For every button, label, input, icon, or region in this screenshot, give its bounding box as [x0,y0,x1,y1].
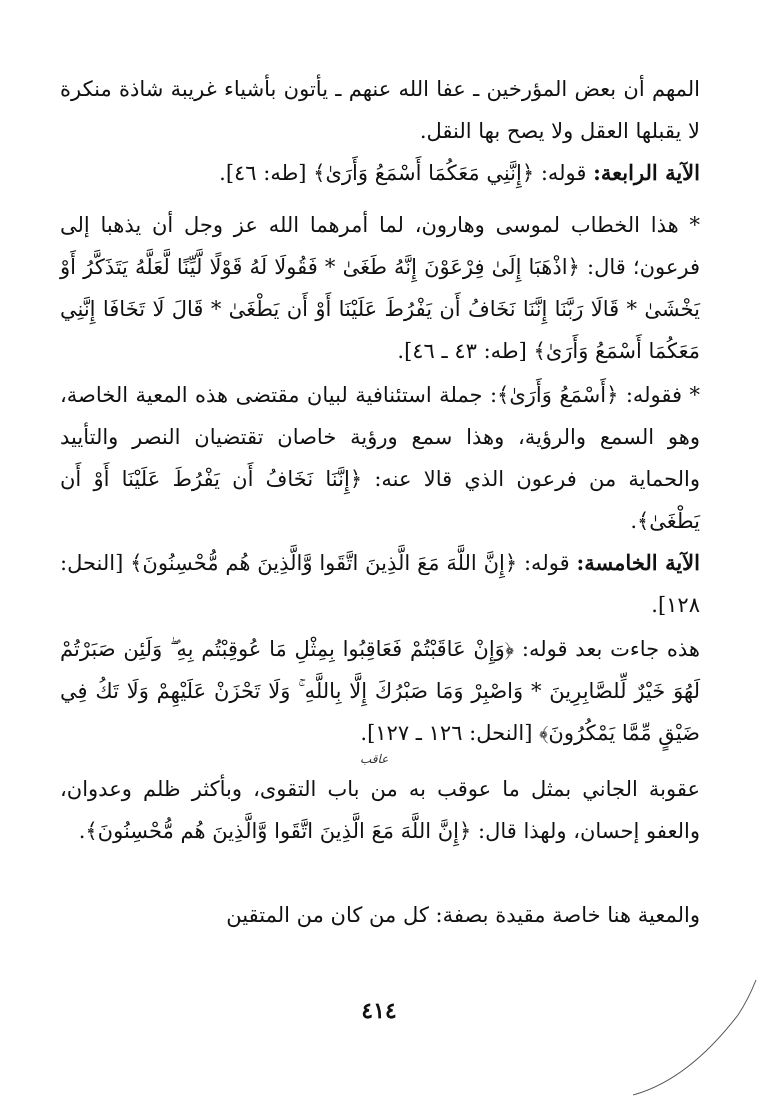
paragraph-text: * فقوله: ﴿أَسْمَعُ وَأَرَىٰ﴾: جملة استئنافية لبيان مقتضى هذه المعية الخاصة، وهو السمع والرؤية، وهذا سمع ورؤية خاصان تقتضيان النصر والتأييد والحماية من فرعون الذي قالا عنه: ﴿إِنَّنَا نَخَافُ أَن يَفْرُطَ عَلَيْنَا أَوْ أَن يَطْغَىٰ﴾. [60,383,700,533]
page-number: ٤١٤ [361,998,397,1024]
paragraph-text: المهم أن بعض المؤرخين ـ عفا الله عنهم ـ يأتون بأشياء غريبة شاذة منكرة لا يقبلها العقل ولا يصح بها النقل. [60,77,700,143]
handwritten-annotation: عاقب [360,752,389,766]
section-heading-verse-4: الآية الرابعة: [593,160,700,185]
paragraph-5 [60,542,700,626]
paragraph-text: والمعية هنا خاصة مقيدة بصفة: كل من كان من المتقين [226,903,700,927]
paragraph-text: * هذا الخطاب لموسى وهارون، لما أمرهما الله عز وجل أن يذهبا إلى فرعون؛ قال: ﴿اذْهَبَا إِلَىٰ فِرْعَوْنَ إِنَّهُ طَغَىٰ * فَقُولَا لَهُ قَوْلًا لَّيِّنًا لَّعَلَّهُ يَتَذَكَّرُ أَوْ يَخْشَىٰ * قَالَا رَبَّنَا إِنَّنَا نَخَافُ أَن يَفْرُطَ عَلَيْنَا أَوْ أَن يَطْغَىٰ * قَالَ لَا تَخَافَا إِنَّنِي مَعَكُمَا أَسْمَعُ وَأَرَىٰ﴾ [طه: ٤٣ ـ ٤٦]. [60,213,700,363]
page-corner-curve [628,975,758,1105]
section-heading-verse-5: الآية الخامسة: [576,550,700,575]
paragraph-text: هذه جاءت بعد قوله: ﴿وَإِنْ عَاقَبْتُمْ فَعَاقِبُوا بِمِثْلِ مَا عُوقِبْتُم بِهِ ۖ وَلَئِن صَبَرْتُمْ لَهُوَ خَيْرٌ لِّلصَّابِرِينَ * وَاصْبِرْ وَمَا صَبْرُكَ إِلَّا بِاللَّهِ ۚ وَلَا تَحْزَنْ عَلَيْهِمْ وَلَا تَكُ فِي ضَيْقٍ مِّمَّا يَمْكُرُونَ﴾ [النحل: ١٢٦ ـ ١٢٧]. [60,637,700,745]
paragraph-1 [60,68,700,152]
paragraph-4 [60,374,700,542]
paragraph-text: قوله: ﴿إِنَّ اللَّهَ مَعَ الَّذِينَ اتَّقَوا وَّالَّذِينَ هُم مُّحْسِنُونَ﴾ [النحل: ١٢٨]. [60,551,700,617]
paragraph-text: قوله: ﴿إِنَّنِي مَعَكُمَا أَسْمَعُ وَأَرَىٰ﴾ [طه: ٤٦]. [219,161,594,185]
paragraph-6 [60,628,700,754]
paragraph-3 [60,204,700,372]
paragraph-text: عقوبة الجاني بمثل ما عوقب به من باب التقوى، وبأكثر ظلم وعدوان، والعفو إحسان، ولهذا قال: ﴿إِنَّ اللَّهَ مَعَ الَّذِينَ اتَّقَوا وَّالَّذِينَ هُم مُّحْسِنُونَ﴾. [60,777,700,843]
paragraph-8 [60,894,700,936]
paragraph-7 [60,768,700,852]
paragraph-2 [60,152,700,194]
